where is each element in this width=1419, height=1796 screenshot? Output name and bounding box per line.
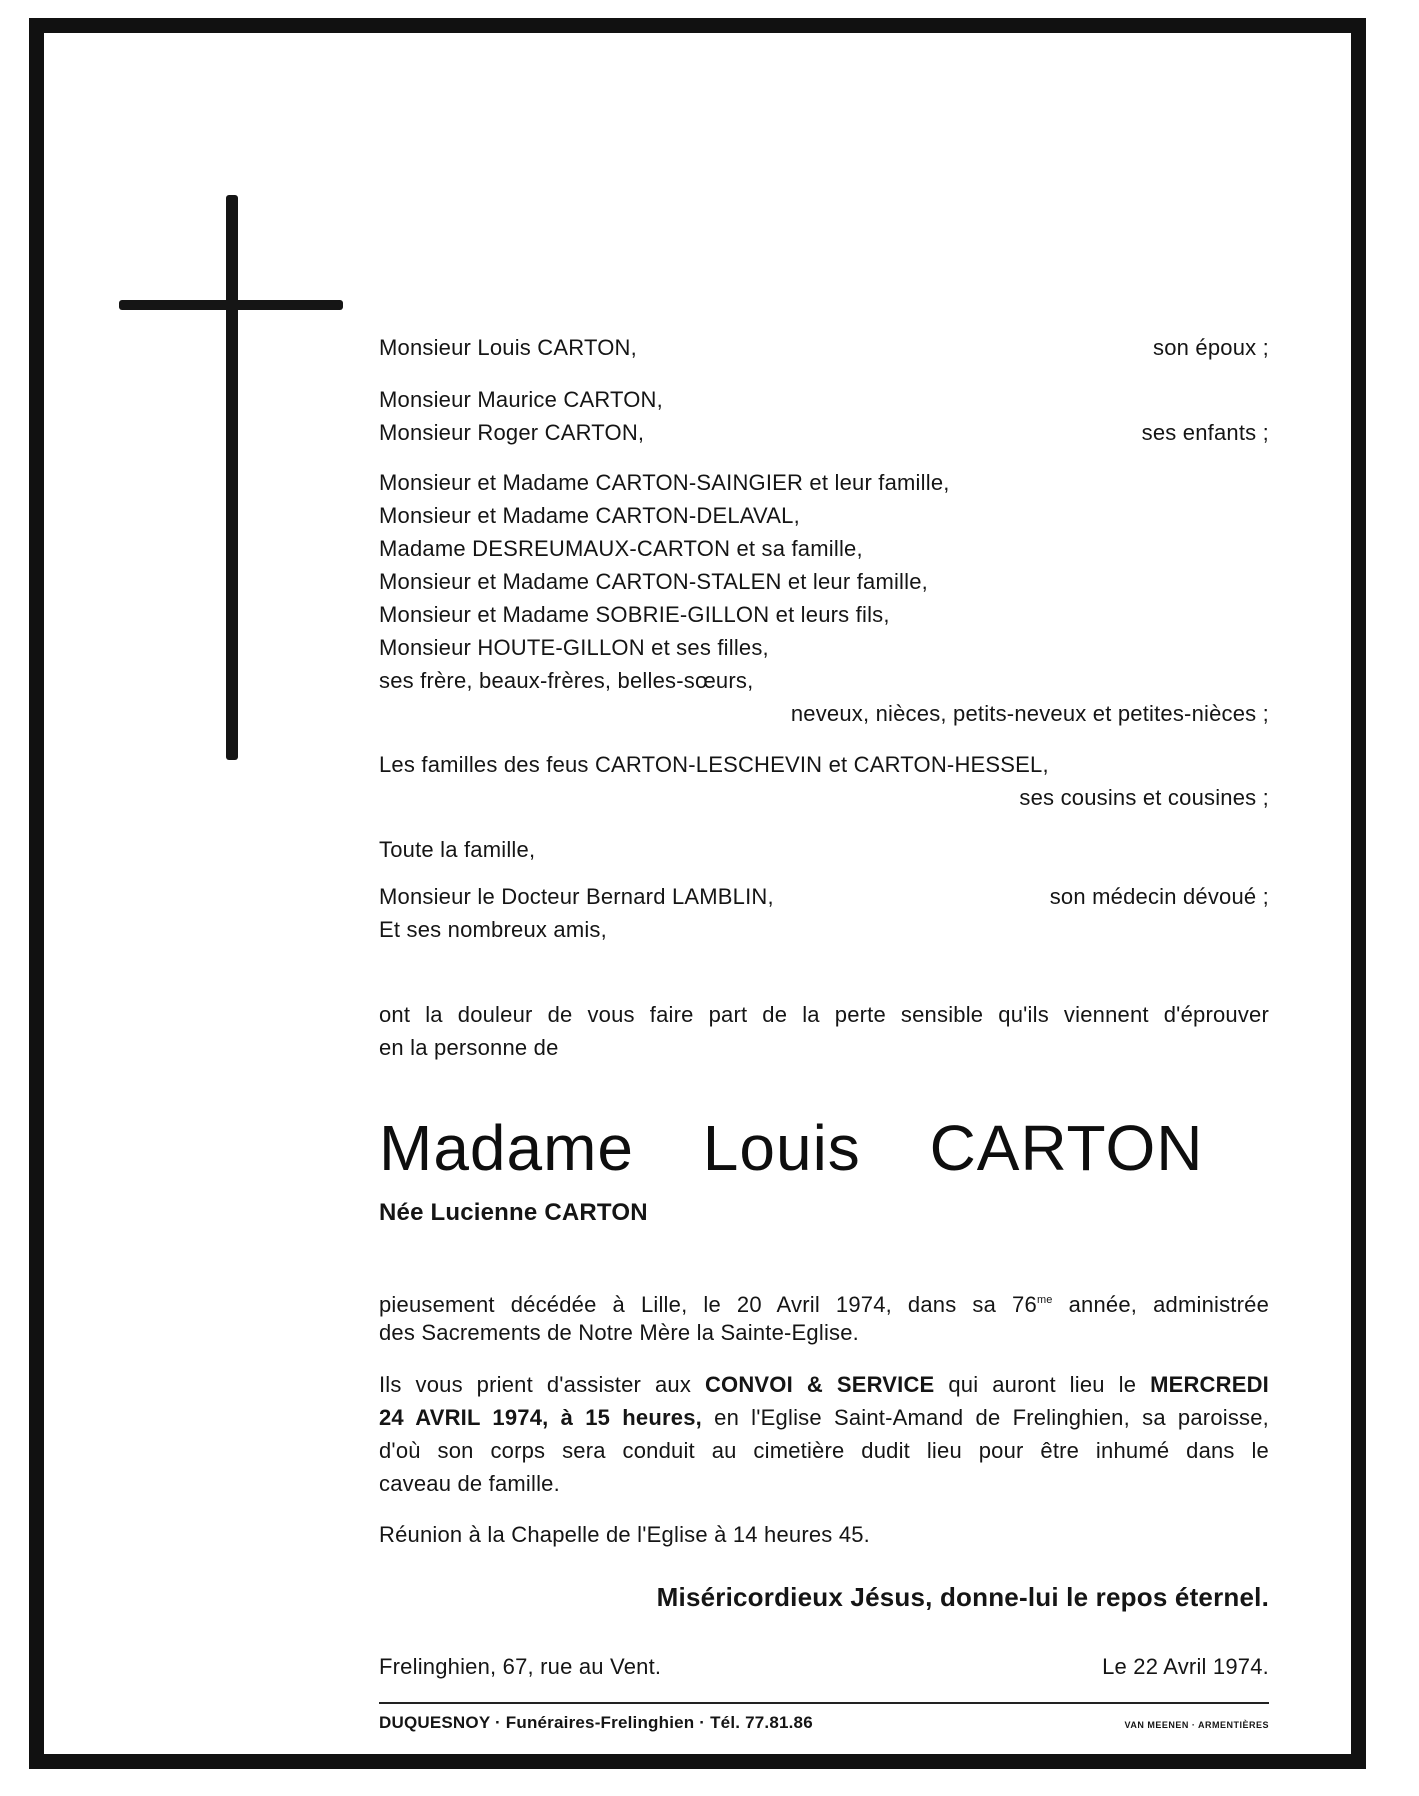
relative-name: Monsieur et Madame SOBRIE-GILLON et leurs fils, [379,602,890,627]
spouse-name: Monsieur Louis CARTON, [379,335,637,360]
death-text: pieusement décédée à Lille, le 20 Avril 1974, dans sa 76 [379,1292,1037,1317]
service-type: CONVOI & SERVICE [704,1372,935,1397]
intro-line-2: en la personne de [379,1035,559,1060]
service-date-time: 24 AVRIL 1974, à 15 heures, [379,1405,702,1430]
service-line-1 [379,1370,1269,1400]
service-line-3: d'où son corps sera conduit au cimetière dudit lieu pour être inhumé dans le [379,1438,1269,1463]
address: Frelinghien, 67, rue au Vent. [379,1654,662,1679]
prayer: Miséricordieux Jésus, donne-lui le repos éternel. [656,1582,1269,1612]
deceased-name: Madame Louis CARTON [379,1112,1204,1184]
footer [379,1708,1269,1738]
spouse-role: son époux ; [1153,335,1269,360]
relative-name: Madame DESREUMAUX-CARTON et sa famille, [379,536,863,561]
intro-line-1: ont la douleur de vous faire part de la perte sensible qu'ils viennent d'éprouver [379,1002,1269,1027]
address-date-line [379,1652,1269,1682]
cousins-families: Les familles des feus CARTON-LESCHEVIN et CARTON-HESSEL, [379,752,1049,777]
relative-name: Monsieur et Madame CARTON-DELAVAL, [379,503,800,528]
friends-line [379,915,1269,945]
relative-line [379,666,1269,696]
cousins-line [379,750,1269,780]
ordinal-suffix: me [1036,1294,1053,1306]
service-text: qui auront lieu le [934,1372,1151,1397]
whole-family-line [379,835,1269,865]
birth-name: Née Lucienne CARTON [379,1199,648,1226]
relative-name: Monsieur HOUTE-GILLON et ses filles, [379,635,769,660]
funeral-home: DUQUESNOY · Funéraires-Frelinghien · Tél. 77.81.86 [379,1713,813,1732]
service-place: en l'Eglise Saint-Amand de Frelinghien, sa paroisse, [701,1405,1269,1430]
relative-name: ses frère, beaux-frères, belles-sœurs, [379,668,754,693]
doctor-role: son médecin dévoué ; [1049,884,1269,909]
child-line-1 [379,385,1269,415]
cross-icon-bar [119,300,343,310]
children-role: ses enfants ; [1141,420,1269,445]
child-line-2 [379,418,1269,448]
child-name: Monsieur Maurice CARTON, [379,387,663,412]
service-line-4: caveau de famille. [379,1471,560,1496]
relative-line [379,468,1269,498]
relatives-role: neveux, nièces, petits-neveux et petites-nièces ; [790,701,1269,726]
cross-icon [226,195,238,760]
whole-family: Toute la famille, [379,837,536,862]
relative-line [379,633,1269,663]
service-day: MERCREDI [1150,1372,1269,1397]
doctor-name: Monsieur le Docteur Bernard LAMBLIN, [379,884,774,909]
spouse-line [379,333,1269,363]
doctor-line [379,882,1269,912]
relatives-role-line [379,699,1269,729]
relative-line [379,501,1269,531]
relative-name: Monsieur et Madame CARTON-STALEN et leur famille, [379,569,928,594]
relative-line [379,600,1269,630]
death-text-end: année, administrée [1052,1292,1270,1317]
relative-name: Monsieur et Madame CARTON-SAINGIER et leur famille, [379,470,950,495]
footer-divider [379,1702,1269,1704]
relative-line [379,534,1269,564]
cousins-role-line [379,783,1269,813]
announcement-date: Le 22 Avril 1974. [1102,1654,1269,1679]
relative-line [379,567,1269,597]
service-text: Ils vous prient d'assister aux [379,1372,705,1397]
reunion-line: Réunion à la Chapelle de l'Eglise à 14 heures 45. [379,1522,870,1547]
friends: Et ses nombreux amis, [379,917,607,942]
cousins-role: ses cousins et cousines ; [1019,785,1269,810]
service-line-2 [379,1403,1269,1433]
printer-credit: VAN MEENEN · ARMENTIÈRES [1124,1720,1269,1730]
child-name: Monsieur Roger CARTON, [379,420,645,445]
death-line-1 [379,1285,1269,1315]
death-line-2: des Sacrements de Notre Mère la Sainte-Eglise. [379,1320,859,1345]
